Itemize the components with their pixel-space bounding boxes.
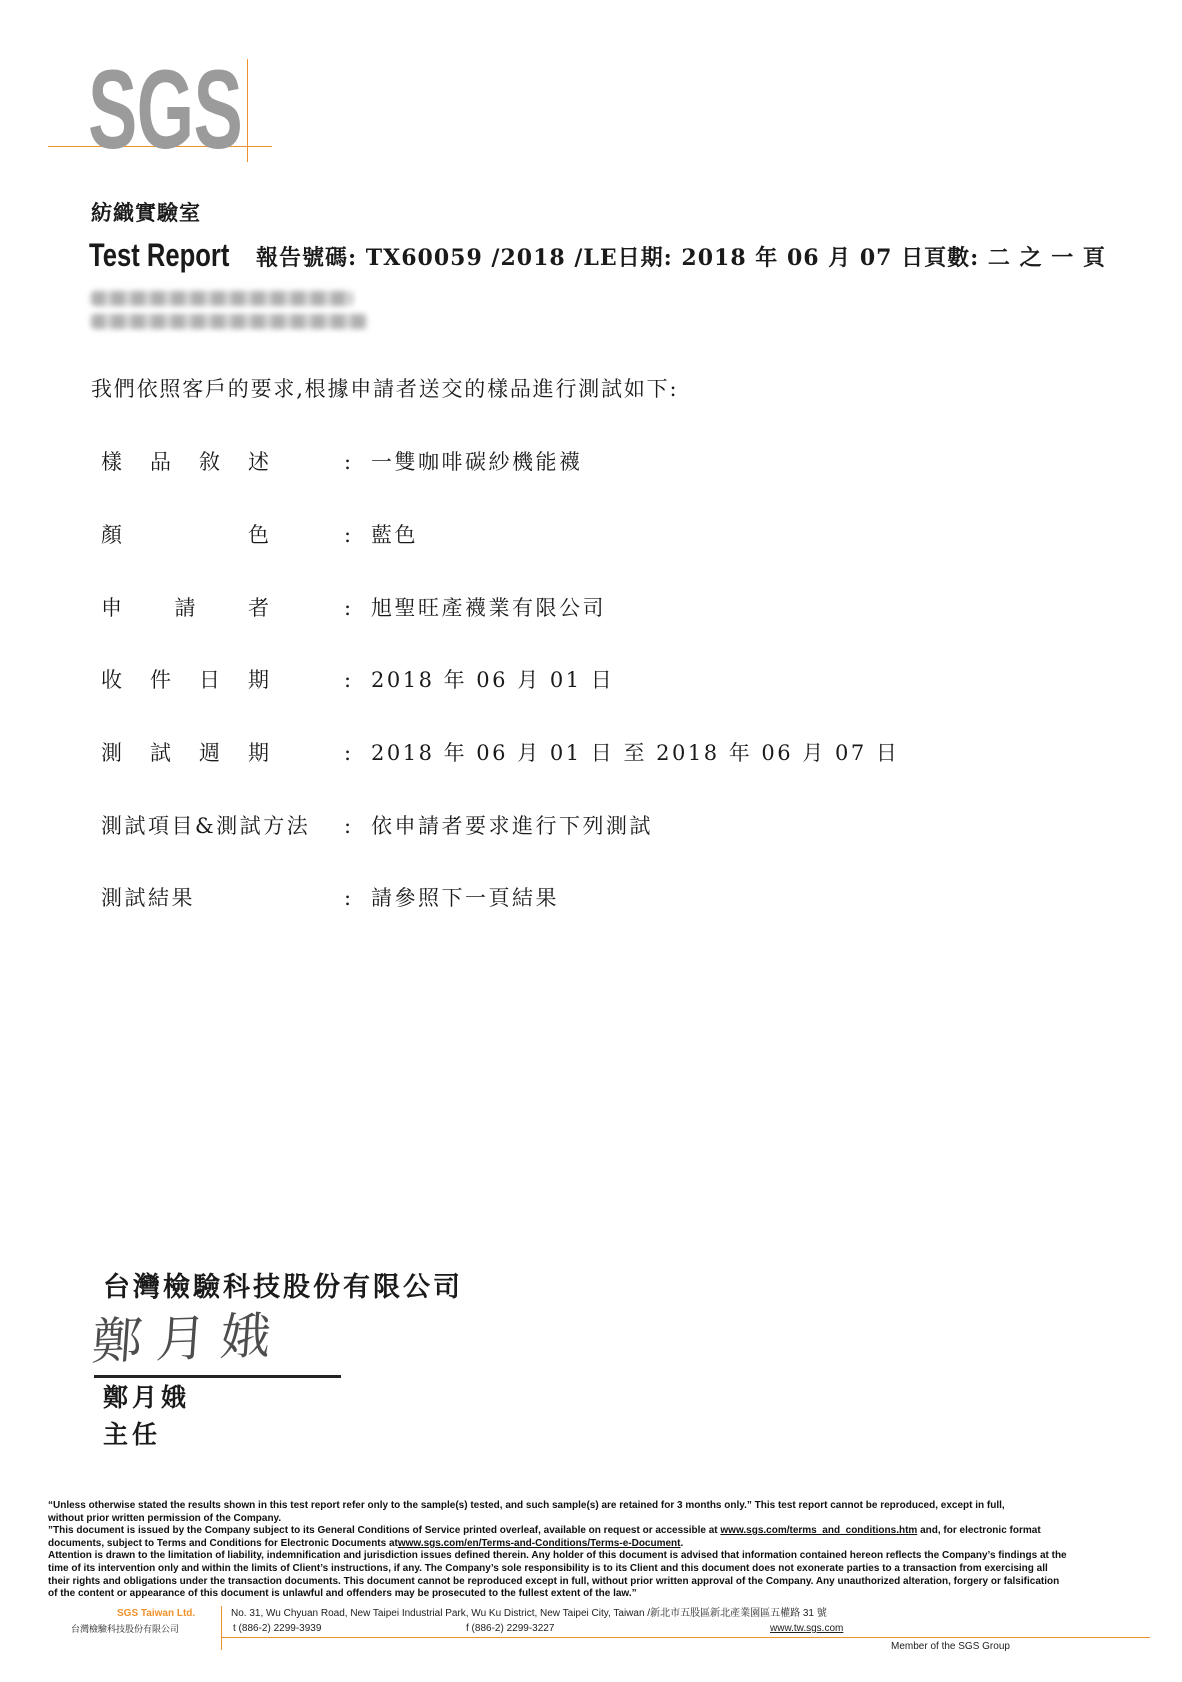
field-value: 2018 年 06 月 01 日 <box>371 668 615 692</box>
field-label: 測 試 週 期 <box>101 741 269 765</box>
field-separator: : <box>344 596 352 620</box>
footer-divider-vertical <box>221 1606 222 1650</box>
report-number-date-pages: 報告號碼: TX60059 /2018 /LE日期: 2018 年 06 月 07 日頁數: 二 之 一 頁 <box>256 245 1106 271</box>
field-separator: : <box>344 814 352 838</box>
disclaimer-line: ”This document is issued by the Company subject to its General Conditions of Service printed overleaf, available on request or accessible at www.sgs.com/terms_and_conditions.htm and, for electronic format <box>48 1525 1041 1537</box>
disclaimer-line: time of its intervention only and within the limits of Client’s instructions, if any. The Company’s sole responsibility is to its Client and this document does not exonerate parties to a transaction from exercising all <box>48 1562 1048 1574</box>
field-value: 藍色 <box>371 523 418 547</box>
signatory-company: 台灣檢驗科技股份有限公司 <box>103 1272 463 1303</box>
field-value: 依申請者要求進行下列測試 <box>371 814 653 838</box>
footer-website-link[interactable]: www.tw.sgs.com <box>770 1623 844 1634</box>
report-title: Test Report <box>89 237 230 273</box>
field-value: 2018 年 06 月 01 日 至 2018 年 06 月 07 日 <box>371 741 900 765</box>
footer-address: No. 31, Wu Chyuan Road, New Taipei Industrial Park, Wu Ku District, New Taipei City, Taiwan /新北市五股區新北產業園區五權路 31 號 <box>231 1608 827 1619</box>
field-value: 一雙咖啡碳紗機能襪 <box>371 450 583 474</box>
field-label: 測試結果 <box>101 886 195 910</box>
redacted-client-name <box>91 291 353 306</box>
field-label: 顏 色 <box>101 523 269 547</box>
footer-fax: f (886-2) 2299-3227 <box>466 1623 555 1634</box>
redacted-client-address <box>91 314 367 329</box>
field-label: 收 件 日 期 <box>101 668 269 692</box>
footer-member-note: Member of the SGS Group <box>891 1641 1010 1652</box>
field-label: 申 請 者 <box>101 596 269 620</box>
handwritten-signature: 鄭月娥 <box>90 1306 287 1371</box>
sgs-logo: SGS <box>88 47 243 172</box>
field-separator: : <box>344 741 352 765</box>
field-separator: : <box>344 886 352 910</box>
e-document-terms-link[interactable]: www.sgs.com/en/Terms-and-Conditions/Terms-e-Document <box>397 1537 681 1549</box>
field-separator: : <box>344 450 352 474</box>
disclaimer-line: “Unless otherwise stated the results shown in this test report refer only to the sample(s) tested, and such sample(s) are retained for 3 months only.” This test report cannot be reproduced, except in full, <box>48 1500 1005 1511</box>
field-label: 測試項目&測試方法 <box>101 814 311 838</box>
field-separator: : <box>344 523 352 547</box>
legal-disclaimer <box>48 1500 1158 1601</box>
field-separator: : <box>344 668 352 692</box>
disclaimer-line: of the content or appearance of this document is unlawful and offenders may be prosecuted to the fullest extent of the law.” <box>48 1588 637 1600</box>
footer-company-en: SGS Taiwan Ltd. <box>117 1608 196 1619</box>
signature-line <box>94 1375 341 1378</box>
terms-conditions-link[interactable]: www.sgs.com/terms_and_conditions.htm <box>720 1525 918 1537</box>
disclaimer-line: documents, subject to Terms and Conditions for Electronic Documents atwww.sgs.com/en/Terms-and-Conditions/Terms-e-Document. <box>48 1537 684 1549</box>
footer-company-zh: 台灣檢驗科技股份有限公司 <box>71 1624 180 1634</box>
lab-name: 紡織實驗室 <box>91 200 201 225</box>
footer-telephone: t (886-2) 2299-3939 <box>233 1623 322 1634</box>
signer-title: 主任 <box>103 1420 162 1449</box>
footer-divider-horizontal <box>221 1637 1150 1638</box>
intro-sentence: 我們依照客戶的要求,根據申請者送交的樣品進行測試如下: <box>91 377 679 401</box>
disclaimer-line: their rights and obligations under the transaction documents. This document cannot be reproduced except in full, without prior written approval of the Company. Any unauthorized alteration, forgery or falsification <box>48 1575 1060 1587</box>
disclaimer-line: without prior written permission of the Company. <box>48 1512 282 1524</box>
disclaimer-line: Attention is drawn to the limitation of liability, indemnification and jurisdiction issues defined therein. Any holder of this document is advised that information contained hereon reflects the Company’s findings at the <box>48 1550 1067 1562</box>
logo-orange-vertical-rule <box>247 59 248 162</box>
field-value: 旭聖旺產襪業有限公司 <box>371 596 606 620</box>
signer-name: 鄭月娥 <box>103 1383 191 1412</box>
field-value: 請參照下一頁結果 <box>371 886 559 910</box>
field-label: 樣 品 敘 述 <box>101 450 269 474</box>
